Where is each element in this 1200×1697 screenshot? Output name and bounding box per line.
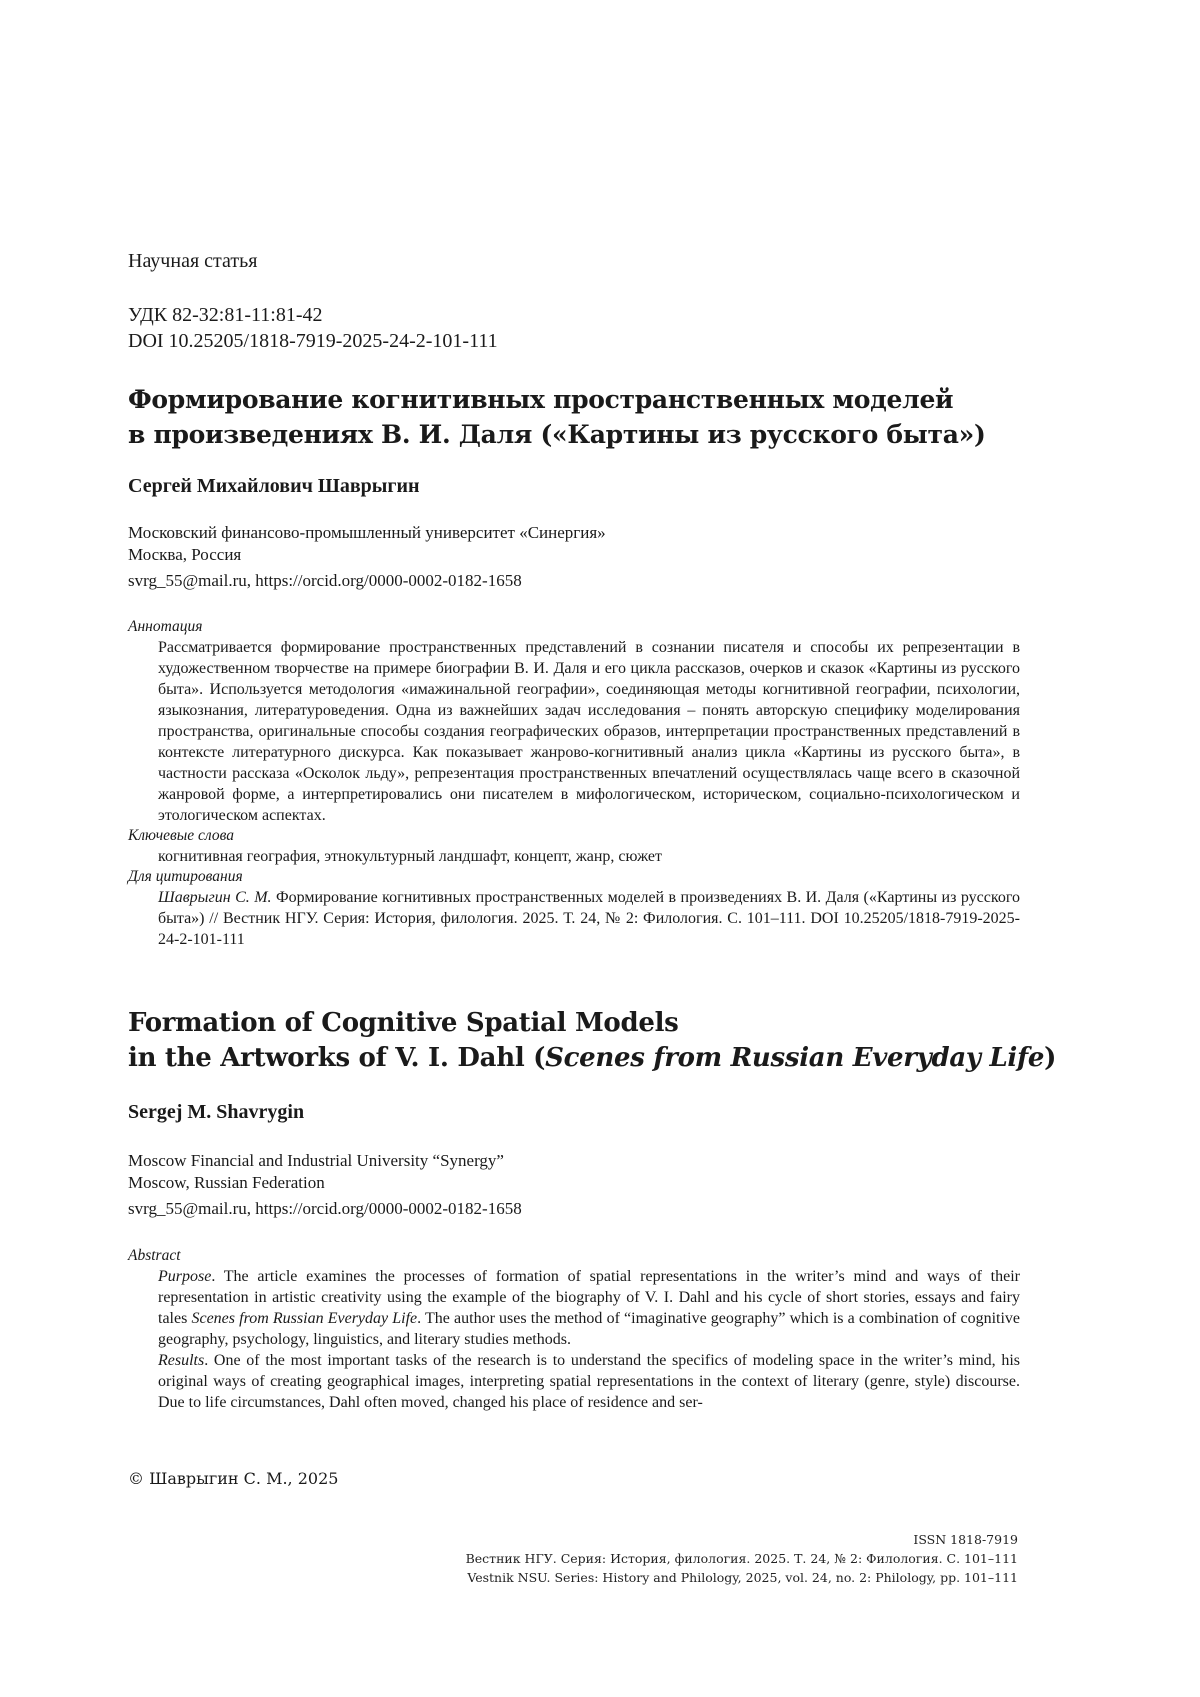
abstract-english-purpose [158,1266,1020,1350]
affiliation-russian-location: Москва, Россия [128,545,242,564]
title-russian-line-1: Формирование когнитивных пространственных моделей [128,385,954,414]
purpose-cycle-name: Scenes from Russian Everyday Life [191,1310,418,1327]
title-english-line-1: Formation of Cognitive Spatial Models [128,1008,679,1038]
title-english-line-2-suffix: ) [1044,1043,1057,1073]
results-label: Results [158,1352,205,1369]
abstract-english-label: Abstract [128,1247,181,1264]
abstract-english-body [158,1266,1020,1413]
citation-author: Шаврыгин С. М. [158,889,272,906]
title-russian-line-2: в произведениях В. И. Даля («Картины из русского быта») [128,420,986,449]
journal-footer [466,1530,1018,1587]
citation-russian-section [128,867,1020,950]
contact-russian[interactable]: svrg_55@mail.ru, https://orcid.org/0000-0002-0182-1658 [128,571,522,590]
keywords-russian-label: Ключевые слова [128,827,234,844]
purpose-text-2: . The author uses the method of “imaginative geography” which is a combination of cognitive geography, psychology, linguistics, and literary studies methods. [158,1310,1021,1348]
abstract-english-section [128,1246,1020,1413]
author-russian: Сергей Михайлович Шаврыгин [128,475,420,497]
abstract-russian-section [128,617,1020,826]
article-rubric: Научная статья [128,250,258,272]
citation-russian-label: Для цитирования [128,868,243,885]
metadata-russian [128,617,1020,950]
contact-english[interactable]: svrg_55@mail.ru, https://orcid.org/0000-0002-0182-1658 [128,1199,522,1218]
affiliation-english [128,1150,1020,1194]
abstract-russian-label: Аннотация [128,618,203,635]
abstract-english-results [158,1350,1020,1413]
affiliation-russian-university: Московский финансово-промышленный университет «Синергия» [128,523,606,542]
title-english [128,1006,1057,1076]
affiliation-english-location: Moscow, Russian Federation [128,1173,325,1192]
journal-issn: ISSN 1818-7919 [913,1532,1018,1547]
copyright-notice: © Шаврыгин С. М., 2025 [128,1469,339,1488]
doi[interactable]: DOI 10.25205/1818-7919-2025-24-2-101-111 [128,330,498,352]
affiliation-russian [128,522,1020,566]
journal-citation-russian: Вестник НГУ. Серия: История, филология. 2025. Т. 24, № 2: Филология. С. 101–111 [465,1551,1018,1566]
identifiers [128,302,1020,354]
purpose-text-1: . The article examines the processes of formation of spatial representations in the writer’s mind and ways of their representation in artistic creativity using the example of the biography of V. I. Dahl and his cycle of short stories, essays and fairy tales [158,1268,1020,1327]
results-text: . One of the most important tasks of the research is to understand the specifics of modeling space in the writer’s mind, his original ways of creating geographical images, interpreting spatial representations in the context of literary (genre, style) discourse. Due to life circumstances, Dahl often moved, changed his place of residence and ser- [158,1352,1020,1411]
citation-russian-text [158,887,1020,950]
purpose-label: Purpose [158,1268,212,1285]
title-english-cycle-name: Scenes from Russian Everyday Life [545,1043,1045,1073]
abstract-russian-text: Рассматривается формирование пространственных представлений в сознании писателя и способы их репрезентации в художественном творчестве на примере биографии В. И. Даля и его цикла рассказов, очерков и сказок «Картины из русского быта». Используется методология «имажинальной географии», соединяющая методы когнитивной географии, психологии, языкознания, литературоведения. Одна из важнейших задач исследования – понять авторскую специфику моделирования пространства, оригинальные способы создания географических образов, интерпретации пространственных представлений в контексте литературного дискурса. Как показывает жанрово-когнитивный анализ цикла «Картины из русского быта», в частности рассказа «Осколок льду», репрезентация пространственных впечатлений осуществлялась чаще всего в сказочной жанровой форме, а интерпретировались они писателем в мифологическом, историческом, социально-психологическом и этологическом аспектах. [158,639,1020,824]
udk-code: УДК 82-32:81-11:81-42 [128,304,323,326]
keywords-russian-text: когнитивная география, этнокультурный ландшафт, концепт, жанр, сюжет [158,848,662,865]
author-english: Sergej M. Shavrygin [128,1101,305,1123]
affiliation-english-university: Moscow Financial and Industrial University “Synergy” [128,1151,504,1170]
journal-citation-english: Vestnik NSU. Series: History and Philology, 2025, vol. 24, no. 2: Philology, pp. 101–111 [467,1570,1018,1585]
citation-body: Формирование когнитивных пространственных моделей в произведениях В. И. Даля («Картины из русского быта») // Вестник НГУ. Серия: История, филология. 2025. Т. 24, № 2: Филология. С. 101–111. DOI 10.25205/1818-7919-2025-24-2-101-111 [158,889,1020,948]
title-english-line-2-prefix: in the Artworks of V. I. Dahl ( [128,1043,546,1073]
keywords-russian-section [128,826,1020,867]
title-russian [128,382,1020,452]
title-english-line-2 [128,1041,1057,1076]
